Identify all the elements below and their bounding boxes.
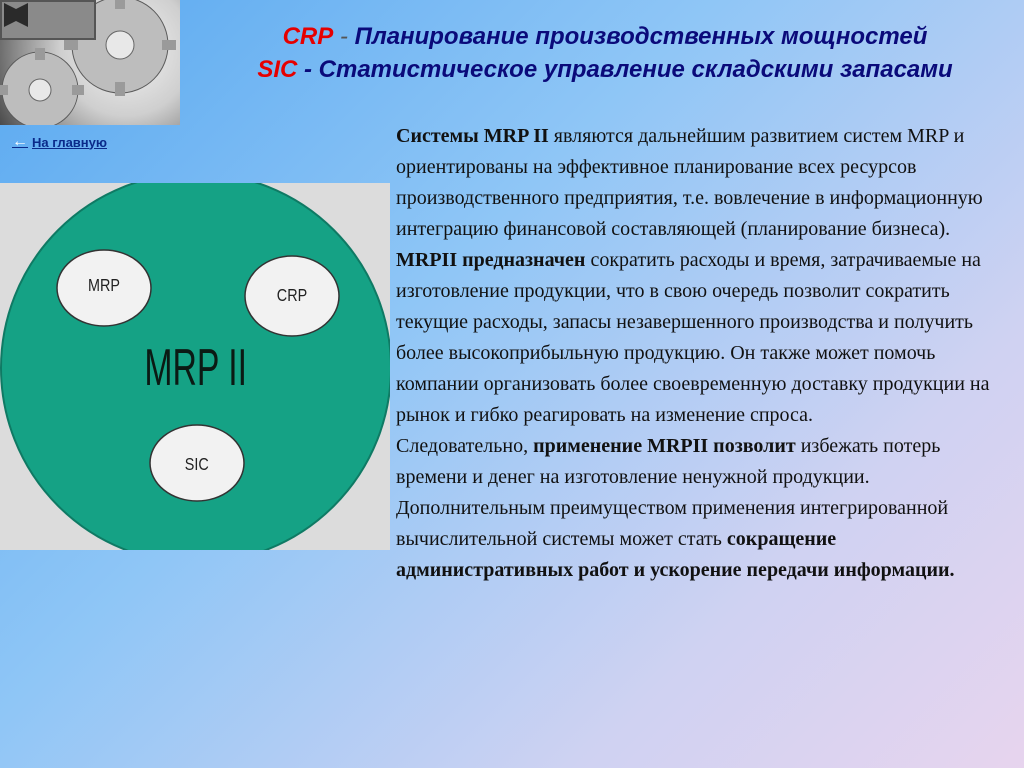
p1-bold: Системы MRP II <box>396 125 549 147</box>
p1-text: являются дальнейшим развитием систем MRP и ориентированы на эффективное планирование всех ресурсов производственного предприятия, т.е. вовлечение в информационную интеграцию финансовой составляющей (планирование бизнеса). <box>396 125 983 240</box>
slide-nav <box>0 0 96 40</box>
gears-image <box>0 0 180 125</box>
mrp-label: MRP <box>88 275 120 296</box>
title-dash-2: - <box>297 56 319 83</box>
mrp2-label: MRP II <box>144 338 247 397</box>
p3-bold-1: применение MRPII позволит <box>533 435 796 457</box>
paragraph-3 <box>396 431 1006 586</box>
p2-bold: MRPII предназначен <box>396 249 586 271</box>
p3-mid: избежать потерь времени и денег на изготовление ненужной продукции. Дополнительным преимуществом применения интегрированной вычислительной системы может стать <box>396 435 949 550</box>
p3-start: Следовательно, <box>396 435 534 457</box>
main-text <box>396 121 1006 586</box>
mrp-diagram <box>0 183 390 550</box>
p2-text: сократить расходы и время, затрачиваемые на изготовление продукции, что в свою очередь позволит сократить текущие расходы, запасы незавершенного производства и получить более высокоприбыльную продукцию. Он также может помочь компании организовать более своевременную доставку продукции на рынок и гибко реагировать на изменение спроса. <box>396 249 990 426</box>
p3-bold-2: сокращение административных работ и ускорение передачи информации. <box>396 528 955 581</box>
title-line-sic <box>205 53 1005 86</box>
home-link[interactable] <box>12 133 107 151</box>
sic-description: Статистическое управление складскими запасами <box>318 56 953 83</box>
home-link-label: На главную <box>32 134 107 150</box>
sic-label: SIC <box>184 454 209 475</box>
paragraph-2 <box>396 245 1006 431</box>
crp-acronym: CRP <box>282 23 334 50</box>
title-line-crp <box>205 20 1005 53</box>
title-dash: - <box>333 23 355 50</box>
crp-label: CRP <box>276 285 308 306</box>
paragraph-1 <box>396 121 1006 245</box>
crp-description: Планирование производственных мощностей <box>354 23 928 50</box>
triangle-right-icon[interactable] <box>51 4 91 36</box>
page-title <box>205 20 1005 86</box>
sic-acronym: SIC <box>257 56 298 83</box>
back-arrow-icon: ← <box>12 133 28 150</box>
